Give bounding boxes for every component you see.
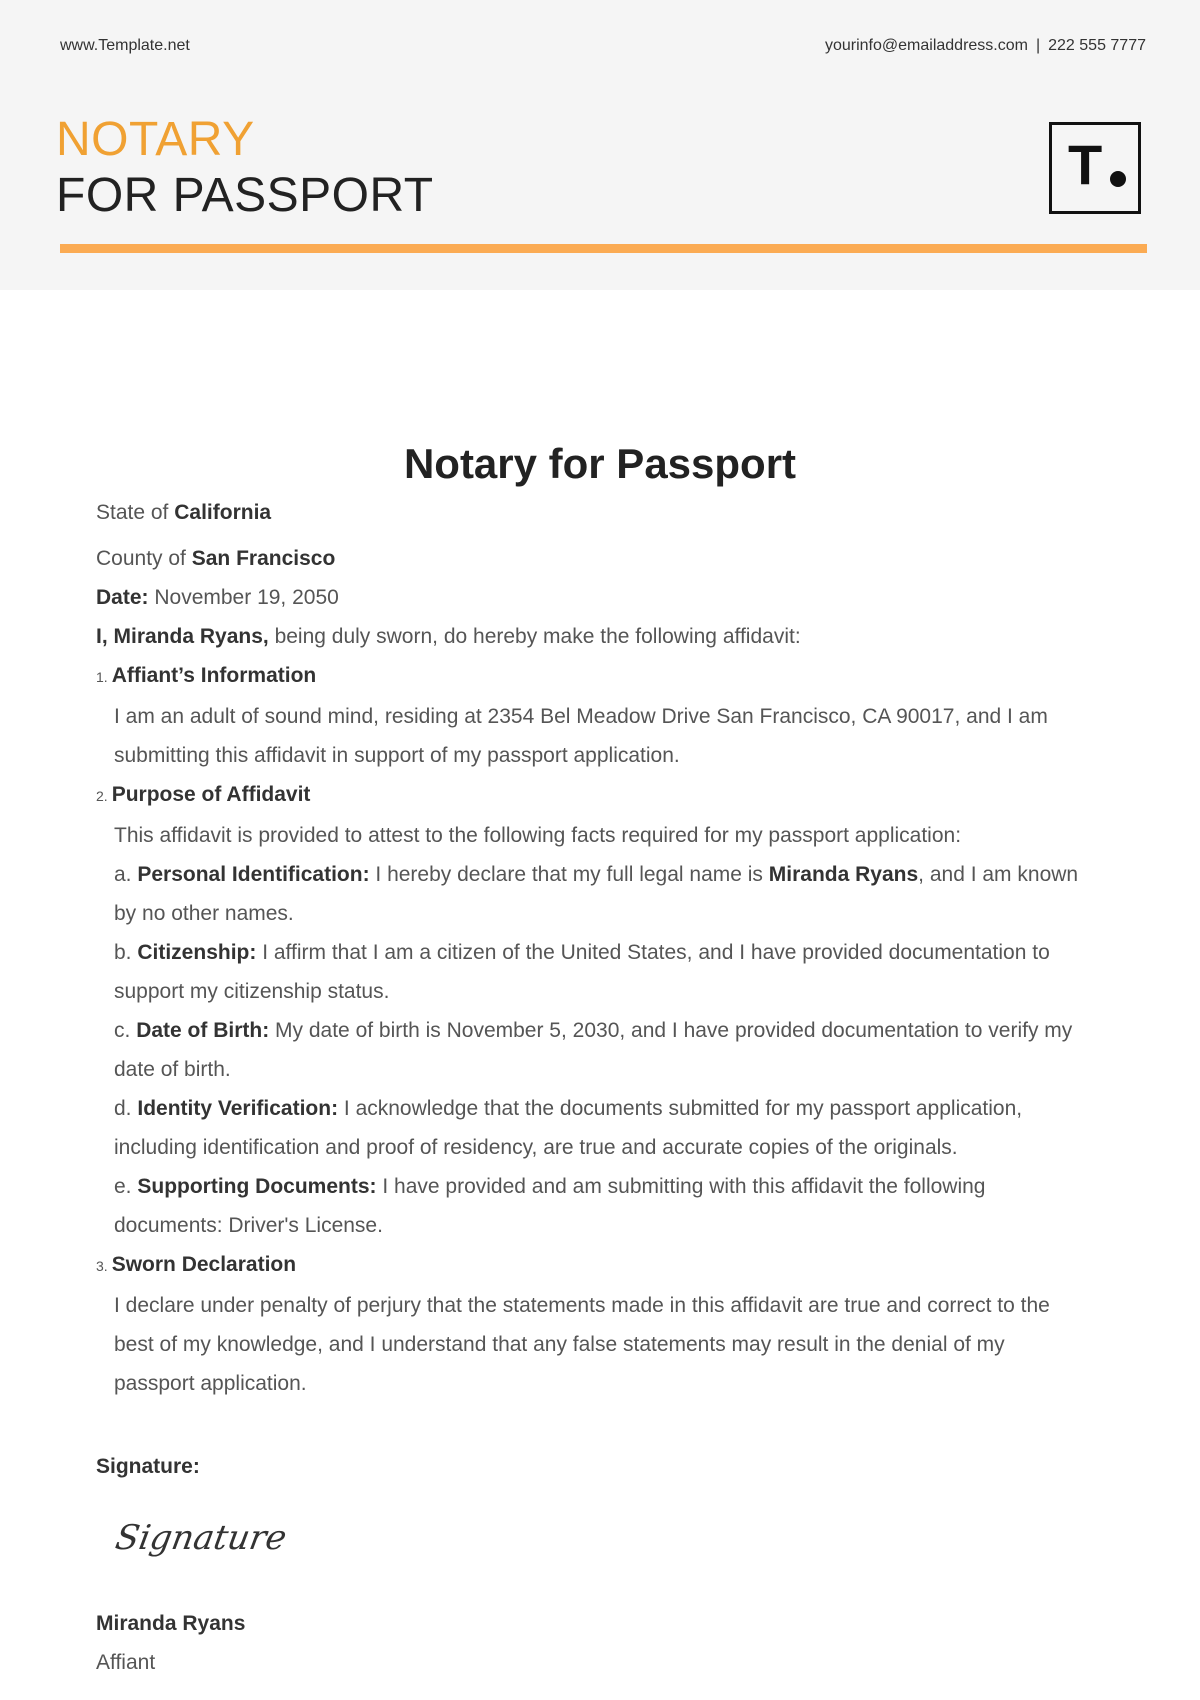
list-item	[96, 855, 1086, 933]
section-number: 3.	[96, 1258, 108, 1274]
item-text-cont: , and I am known by no other names.	[114, 863, 1079, 925]
signer-name: Miranda Ryans	[96, 1612, 246, 1635]
item-letter: a.	[114, 863, 132, 886]
document-body	[96, 493, 1086, 1403]
state-value: California	[174, 501, 272, 524]
list-item	[96, 1089, 1086, 1167]
date-label: Date:	[96, 586, 149, 609]
list-item	[96, 933, 1086, 1011]
county-value: San Francisco	[191, 547, 336, 570]
logo-dot	[1110, 171, 1126, 187]
state-label: State of	[96, 501, 169, 524]
item-label: Personal Identification:	[137, 863, 370, 886]
phone: 222 555 7777	[1048, 37, 1146, 54]
section-heading	[96, 656, 1086, 697]
date-value: November 19, 2050	[154, 586, 339, 609]
list-item	[96, 1167, 1086, 1245]
section-number: 1.	[96, 669, 108, 685]
item-text: My date of birth is November 5, 2030, and I have provided documentation to verify my date of birth.	[114, 1019, 1073, 1081]
section-text: I declare under penalty of perjury that the statements made in this affidavit are true and correct to the best of my knowledge, and I understand that any false statements may result in the denial of my passport application.	[114, 1294, 1050, 1395]
signature-image: Signature	[112, 1518, 290, 1558]
section-number: 2.	[96, 788, 108, 804]
item-text: I hereby declare that my full legal name is	[375, 863, 763, 886]
section-text: This affidavit is provided to attest to the following facts required for my passport application:	[114, 824, 962, 847]
item-letter: d.	[114, 1097, 132, 1120]
signature-label: Signature:	[96, 1455, 200, 1478]
header-title-line2: FOR PASSPORT	[56, 169, 434, 222]
logo-letter: T	[1068, 133, 1103, 196]
item-letter: c.	[114, 1019, 131, 1042]
item-text: I acknowledge that the documents submitted for my passport application, including identification and proof of residency, are true and accurate copies of the originals.	[114, 1097, 1023, 1159]
accent-divider	[60, 244, 1147, 253]
separator: |	[1035, 37, 1041, 54]
intro-name: I, Miranda Ryans,	[96, 625, 269, 648]
section-text: I am an adult of sound mind, residing at 2354 Bel Meadow Drive San Francisco, CA 90017, and I am submitting this affidavit in support of my passport application.	[114, 705, 1048, 767]
item-name: Miranda Ryans	[768, 863, 919, 886]
date-line	[96, 578, 1086, 617]
section-heading	[96, 1245, 1086, 1286]
county-label: County of	[96, 547, 186, 570]
item-label: Citizenship:	[137, 941, 257, 964]
email-link[interactable]: yourinfo@emailaddress.com	[824, 37, 1028, 54]
county-line	[96, 539, 1086, 578]
signer-role: Affiant	[96, 1651, 156, 1674]
item-letter: b.	[114, 941, 132, 964]
document-title: Notary for Passport	[403, 440, 797, 487]
logo	[1049, 122, 1141, 214]
list-item	[96, 1011, 1086, 1089]
section-heading	[96, 775, 1086, 816]
section-title: Affiant’s Information	[111, 664, 317, 687]
website-link[interactable]: www.Template.net	[60, 37, 190, 54]
item-text: I affirm that I am a citizen of the United States, and I have provided documentation to support my citizenship status.	[114, 941, 1050, 1003]
section-title: Purpose of Affidavit	[111, 783, 311, 806]
section-title: Sworn Declaration	[111, 1253, 297, 1276]
item-letter: e.	[114, 1175, 132, 1198]
intro-line	[96, 617, 1086, 656]
item-label: Identity Verification:	[137, 1097, 339, 1120]
intro-text: being duly sworn, do hereby make the following affidavit:	[274, 625, 801, 648]
item-label: Supporting Documents:	[137, 1175, 377, 1198]
contact-info	[825, 37, 1146, 55]
header	[0, 0, 1200, 290]
item-text: I have provided and am submitting with this affidavit the following documents: Driver's License.	[114, 1175, 986, 1237]
state-line	[96, 493, 1086, 532]
item-label: Date of Birth:	[136, 1019, 270, 1042]
header-title-line1: NOTARY	[56, 113, 255, 166]
